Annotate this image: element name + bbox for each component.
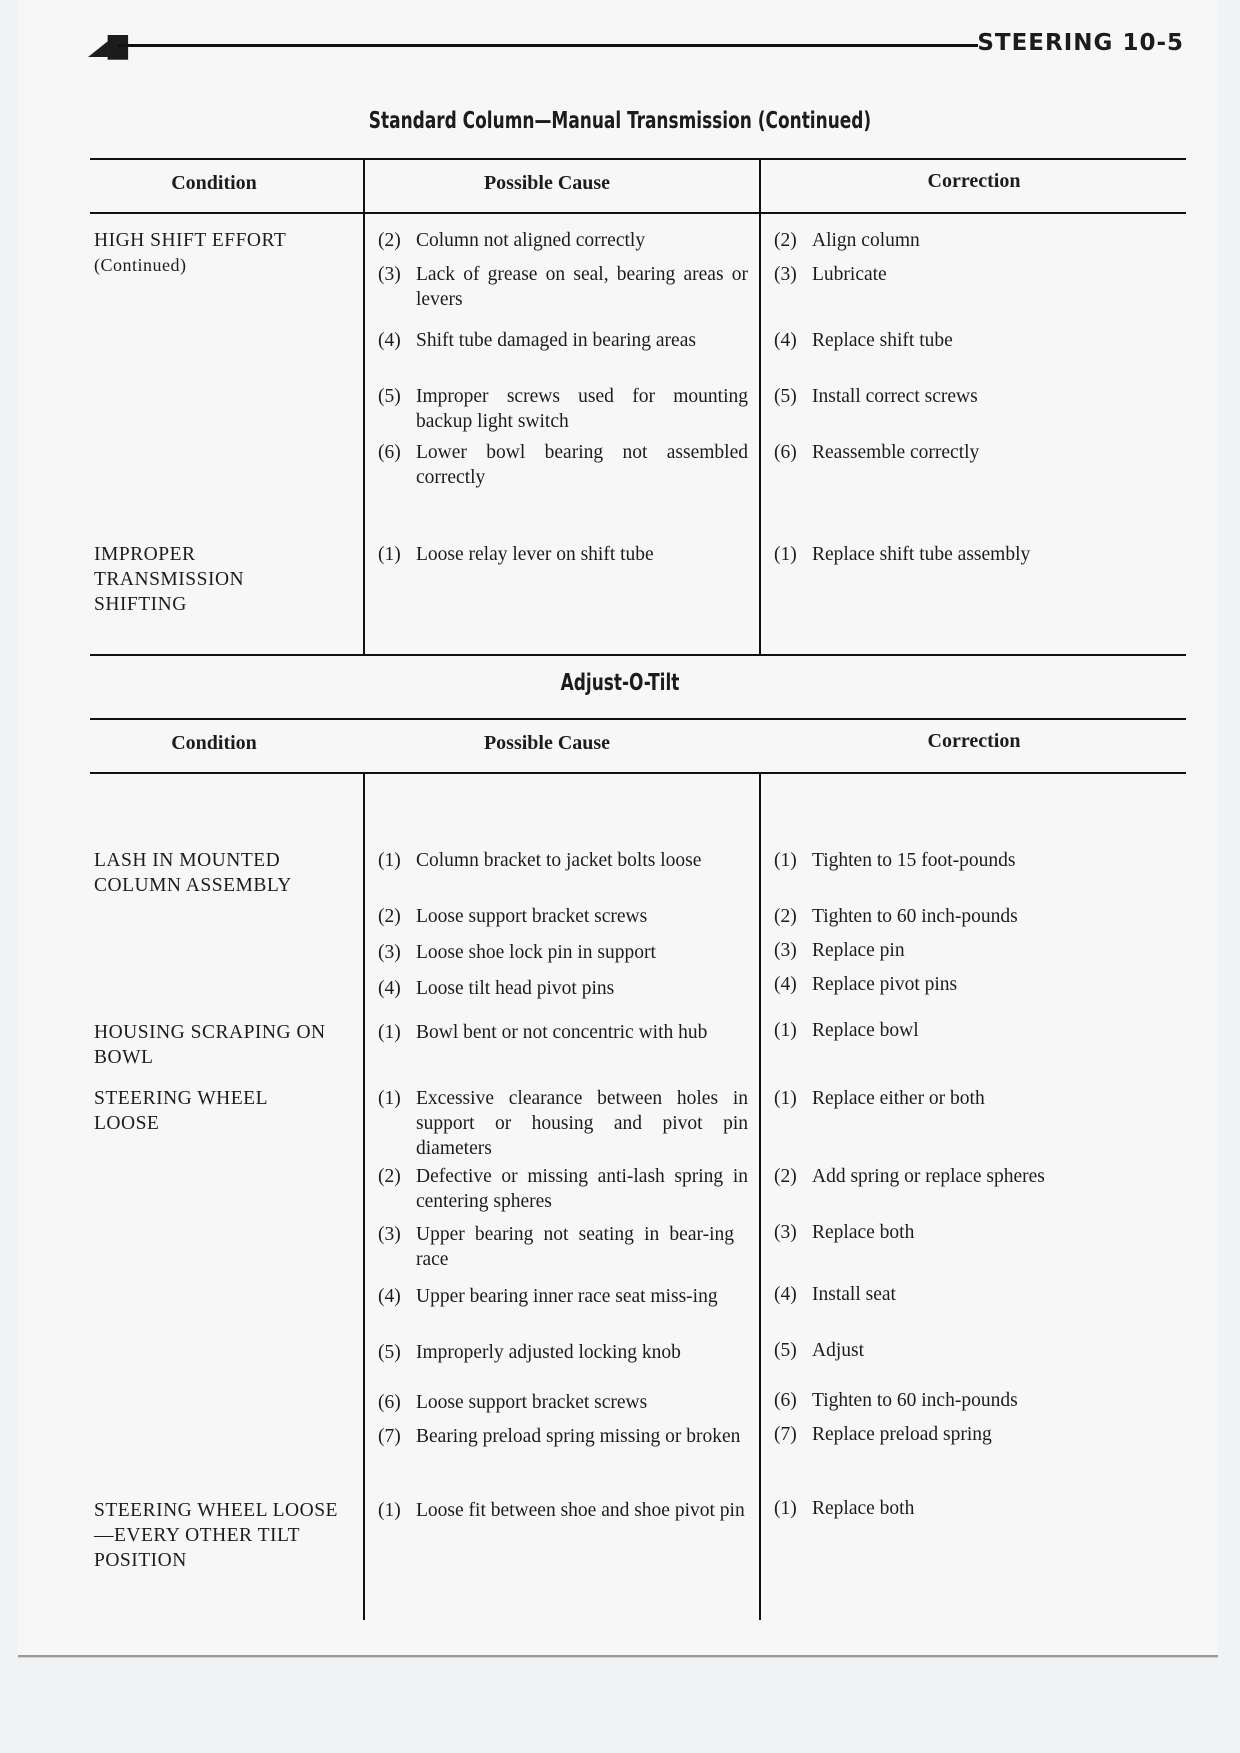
item-number: (3) [378, 1224, 401, 1245]
correction-cell [774, 228, 1174, 253]
correction-text: Install seat [812, 1284, 896, 1305]
item-number: (1) [378, 1500, 401, 1521]
item-number: (2) [378, 906, 401, 927]
table1-header [90, 158, 1186, 214]
correction-text: Replace pivot pins [812, 974, 958, 995]
item-number: (1) [774, 1498, 797, 1519]
item-number: (2) [774, 230, 797, 251]
cause-text: Bowl bent or not concentric with hub [416, 1022, 708, 1043]
correction-text: Replace preload spring [812, 1424, 992, 1445]
condition-cell: HOUSING SCRAPING ON BOWL [94, 1022, 326, 1068]
correction-text: Replace shift tube [812, 330, 953, 351]
item-number: (2) [378, 1166, 401, 1187]
correction-cell [774, 440, 1174, 465]
cause-text: Improperly adjusted locking knob [416, 1342, 681, 1363]
cause-text: Improper screws used for mounting backup light switch [416, 386, 748, 432]
cause-cell [378, 542, 748, 567]
item-number: (6) [774, 442, 797, 463]
cause-text: Loose support bracket screws [416, 906, 648, 927]
condition-text: HIGH SHIFT EFFORT [94, 230, 287, 251]
condition-cell: IMPROPER TRANSMISSION SHIFTING [94, 544, 245, 615]
table1-title: Standard Column—Manual Transmission (Continued) [368, 108, 872, 134]
item-number: (6) [774, 1390, 797, 1411]
brand-mark-icon: ◢█ [88, 36, 128, 60]
cause-cell [378, 1284, 748, 1309]
correction-cell [774, 1496, 1174, 1521]
col-possible-cause: Possible Cause [483, 732, 611, 754]
cause-cell [378, 1020, 748, 1045]
cause-text: Excessive clearance between holes in support or housing and pivot pin diameters [416, 1088, 748, 1159]
item-number: (7) [378, 1426, 401, 1447]
item-number: (5) [378, 1342, 401, 1363]
cause-cell [378, 904, 748, 929]
table-bottom-rule [90, 654, 1186, 656]
condition-cell: STEERING WHEEL LOOSE [94, 1088, 268, 1134]
cause-text: Upper bearing inner race seat miss-ing [416, 1286, 718, 1307]
page-number: 10-5 [1122, 30, 1184, 56]
cause-text: Column bracket to jacket bolts loose [416, 850, 702, 871]
correction-text: Replace pin [812, 940, 905, 961]
table1 [90, 158, 1186, 654]
correction-cell [774, 384, 1174, 409]
item-number: (3) [378, 942, 401, 963]
cause-cell [378, 440, 748, 490]
header-rule [118, 44, 978, 47]
cause-cell [378, 1086, 748, 1161]
correction-cell [774, 1388, 1174, 1413]
item-number: (4) [774, 1284, 797, 1305]
col-possible-cause: Possible Cause [483, 172, 611, 194]
table2-title: Adjust-O-Tilt [560, 670, 680, 696]
cause-cell [378, 328, 748, 353]
correction-text: Tighten to 60 inch-pounds [812, 1390, 1018, 1411]
item-number: (5) [774, 386, 797, 407]
correction-cell [774, 848, 1174, 873]
cause-text: Bearing preload spring missing or broken [416, 1426, 741, 1447]
item-number: (4) [378, 330, 401, 351]
cause-cell [378, 1222, 748, 1272]
correction-cell [774, 1422, 1174, 1447]
correction-cell [774, 1086, 1174, 1111]
correction-cell [774, 542, 1174, 567]
table2-body [90, 774, 1186, 1620]
correction-cell [774, 1282, 1174, 1307]
cause-text: Loose tilt head pivot pins [416, 978, 615, 999]
cause-text: Loose fit between shoe and shoe pivot pin [416, 1500, 745, 1521]
col-condition: Condition [171, 172, 257, 194]
item-number: (1) [378, 544, 401, 565]
correction-text: Install correct screws [812, 386, 978, 407]
cause-text: Upper bearing not seating in bear-ing race [416, 1224, 734, 1270]
cause-text: Shift tube damaged in bearing areas [416, 330, 696, 351]
item-number: (7) [774, 1424, 797, 1445]
correction-text: Replace either or both [812, 1088, 985, 1109]
cause-cell [378, 848, 748, 873]
cause-cell [378, 1390, 748, 1415]
item-number: (1) [774, 1088, 797, 1109]
correction-text: Tighten to 15 foot-pounds [812, 850, 1016, 871]
item-number: (1) [378, 1088, 401, 1109]
condition-cell: STEERING WHEEL LOOSE—EVERY OTHER TILT POSITION [94, 1500, 338, 1571]
cause-cell [378, 976, 748, 1001]
correction-cell [774, 1018, 1174, 1043]
item-number: (3) [774, 940, 797, 961]
item-number: (1) [378, 1022, 401, 1043]
cause-text: Column not aligned correctly [416, 230, 646, 251]
column-divider [759, 160, 761, 212]
cause-text: Lack of grease on seal, bearing areas or levers [416, 264, 748, 310]
column-divider [363, 214, 365, 654]
correction-text: Replace bowl [812, 1020, 919, 1041]
section-name: STEERING [977, 30, 1114, 56]
item-number: (1) [378, 850, 401, 871]
correction-text: Lubricate [812, 264, 887, 285]
correction-text: Replace both [812, 1498, 915, 1519]
correction-text: Tighten to 60 inch-pounds [812, 906, 1018, 927]
item-number: (2) [774, 1166, 797, 1187]
cause-cell [378, 1498, 748, 1523]
correction-text: Align column [812, 230, 920, 251]
item-number: (4) [774, 974, 797, 995]
correction-text: Reassemble correctly [812, 442, 980, 463]
item-number: (2) [378, 230, 401, 251]
cause-cell [378, 1340, 748, 1365]
correction-cell [774, 262, 1174, 287]
correction-cell [774, 328, 1174, 353]
column-divider [363, 774, 365, 1620]
cause-cell [378, 384, 748, 434]
column-divider [363, 160, 365, 212]
correction-cell [774, 1164, 1174, 1189]
item-number: (1) [774, 1020, 797, 1041]
item-number: (6) [378, 442, 401, 463]
correction-cell [774, 938, 1174, 963]
table2 [90, 718, 1186, 1620]
cause-text: Lower bowl bearing not assembled correctly [416, 442, 748, 488]
cause-text: Defective or missing anti-lash spring in centering spheres [416, 1166, 748, 1212]
col-condition: Condition [171, 732, 257, 754]
correction-cell [774, 1338, 1174, 1363]
item-number: (1) [774, 544, 797, 565]
item-number: (6) [378, 1392, 401, 1413]
correction-text: Add spring or replace spheres [812, 1166, 1045, 1187]
page-header [0, 0, 1240, 80]
item-number: (4) [378, 1286, 401, 1307]
correction-cell [774, 1220, 1174, 1245]
column-divider [759, 774, 761, 1620]
condition-cell: LASH IN MOUNTED COLUMN ASSEMBLY [94, 850, 292, 896]
cause-cell [378, 262, 748, 312]
table1-body [90, 214, 1186, 654]
table2-header [90, 718, 1186, 774]
cause-cell [378, 1164, 748, 1214]
correction-cell [774, 904, 1174, 929]
cause-cell [378, 940, 748, 965]
item-number: (3) [774, 264, 797, 285]
cause-text: Loose support bracket screws [416, 1392, 648, 1413]
cause-text: Loose shoe lock pin in support [416, 942, 656, 963]
condition-note: (Continued) [94, 255, 187, 275]
cause-cell [378, 1424, 748, 1449]
cause-cell [378, 228, 748, 253]
item-number: (4) [774, 330, 797, 351]
item-number: (1) [774, 850, 797, 871]
correction-text: Replace shift tube assembly [812, 544, 1031, 565]
correction-text: Replace both [812, 1222, 915, 1243]
item-number: (5) [774, 1340, 797, 1361]
column-divider [759, 214, 761, 654]
item-number: (4) [378, 978, 401, 999]
section-title [977, 30, 1184, 56]
condition-cell [94, 228, 334, 278]
item-number: (2) [774, 906, 797, 927]
correction-cell [774, 972, 1174, 997]
col-correction: Correction [927, 730, 1021, 752]
correction-text: Adjust [812, 1340, 865, 1361]
col-correction: Correction [927, 170, 1021, 192]
cause-text: Loose relay lever on shift tube [416, 544, 654, 565]
item-number: (3) [774, 1222, 797, 1243]
item-number: (3) [378, 264, 401, 285]
item-number: (5) [378, 386, 401, 407]
